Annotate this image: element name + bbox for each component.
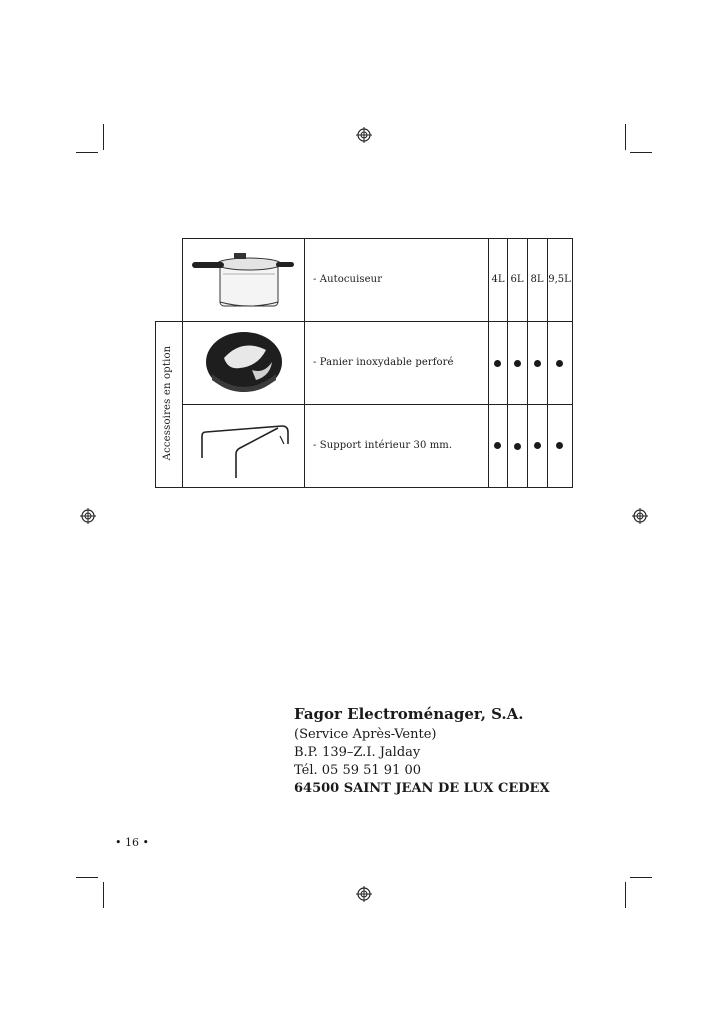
availability-dot xyxy=(556,442,563,449)
registration-mark-icon xyxy=(356,886,372,902)
size-header-9-5l: 9,5L xyxy=(548,274,571,285)
pressure-cooker-image xyxy=(190,250,296,312)
accessories-side-label: Accessoires en option xyxy=(162,345,173,461)
registration-mark-icon xyxy=(356,127,372,143)
size-header-4l: 4L xyxy=(491,274,505,285)
registration-mark-icon xyxy=(80,508,96,524)
po-box-line: B.P. 139–Z.I. Jalday xyxy=(294,745,421,760)
availability-dot xyxy=(514,443,521,450)
city-line: 64500 SAINT JEAN DE LUX CEDEX xyxy=(294,781,550,796)
phone-line: Tél. 05 59 51 91 00 xyxy=(294,763,422,778)
availability-dot xyxy=(556,360,563,367)
availability-dot xyxy=(494,442,501,449)
company-name: Fagor Electroménager, S.A. xyxy=(294,705,524,723)
page-number: • 16 • xyxy=(115,836,149,849)
availability-dot xyxy=(494,360,501,367)
size-header-8l: 8L xyxy=(530,274,544,285)
inner-support-image xyxy=(196,414,294,482)
row-description-support: - Support intérieur 30 mm. xyxy=(313,440,453,451)
availability-dot xyxy=(534,360,541,367)
availability-dot xyxy=(534,442,541,449)
registration-mark-icon xyxy=(632,508,648,524)
availability-dot xyxy=(514,360,521,367)
row-description-panier: - Panier inoxydable perforé xyxy=(313,357,454,368)
service-line: (Service Après-Vente) xyxy=(294,727,437,742)
size-header-6l: 6L xyxy=(510,274,524,285)
row-description-autocuiseur: - Autocuiseur xyxy=(313,274,383,285)
perforated-basket-image xyxy=(202,328,286,400)
